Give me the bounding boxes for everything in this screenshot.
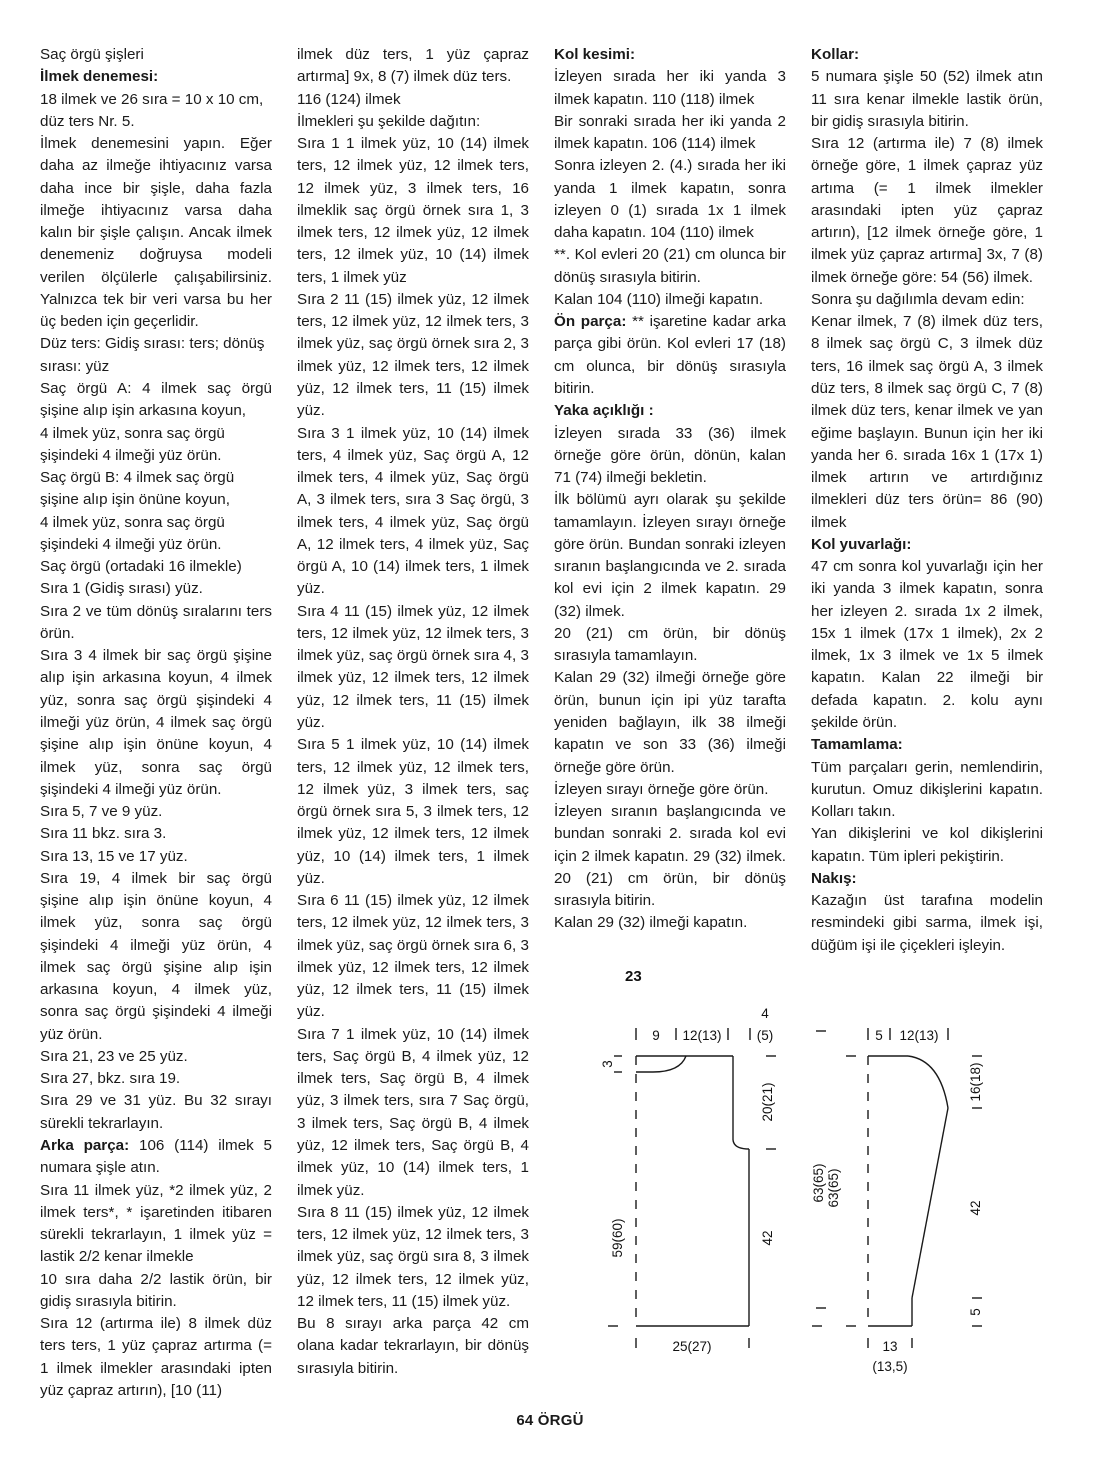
sleeve-right-label-1: 16(18) <box>968 1062 983 1102</box>
section-heading: Yaka açıklığı : <box>554 402 654 420</box>
paragraph: İlk bölümü ayrı olarak şu şekilde tamamlayın. İzleyen sırayı örneğe göre örün. Bundan sonraki izleyen sıranın başlangıcında ve 2. sırada kol evi için 2 ilmek kapatın. 29 (32) ilmek. <box>554 491 786 620</box>
paragraph: Sıra 27, bkz. sıra 19. <box>40 1070 181 1088</box>
paragraph: 18 ilmek ve 26 sıra = 10 x 10 cm, düz ters Nr. 5. <box>40 90 264 130</box>
paragraph: Kalan 29 (32) ilmeği kapatın. <box>554 914 748 932</box>
paragraph: Sıra 8 11 (15) ilmek yüz, 12 ilmek ters, 12 ilmek yüz, 12 ilmek ters, 3 ilmek yüz, saç örgü sıra 8, 3 ilmek yüz, 12 ilmek ters, 12 ilmek yüz, 12 ilmek ters, 11 (15) ilmek yüz. <box>297 1203 529 1310</box>
paragraph: Kazağın üst tarafına modelin resmindeki gibi sarma, ilmek işi, düğüm işi ile çiçekleri işleyin. <box>811 892 1043 954</box>
sleeve-top-label-2: 12(13) <box>899 1028 939 1043</box>
paragraph: Sonra şu dağılımla devam edin: <box>811 290 1025 308</box>
paragraph: Saç örgü (ortadaki 16 ilmekle) <box>40 558 242 576</box>
section-heading: İlmek denemesi: <box>40 68 159 86</box>
paragraph: Sıra 12 (artırma ile) 7 (8) ilmek örneğe göre, 1 ilmek çapraz yüz artıma (= 1 ilmek ilmekler arasındaki ipten yüz çapraz artırın), [12 ilmek örneğe göre, 1 ilmek yüz çapraz artırma] 3x, 7 (8) ilmek örneğe göre: 54 (56) ilmek. <box>811 135 1043 286</box>
paragraph: Sıra 1 1 ilmek yüz, 10 (14) ilmek ters, 12 ilmek yüz, 12 ilmek ters, 12 ilmek yüz, 3 ilmek ters, 16 ilmeklik saç örgü örnek sıra 1, 3 ilmek ters, 12 ilmek yüz, 12 ilmek ters, 12 ilmek yüz, 10 (14) ilmek ters, 1 ilmek yüz <box>297 135 529 286</box>
body-height-label: 59(60) <box>610 1218 625 1258</box>
paragraph: İlmekleri şu şekilde dağıtın: <box>297 112 481 130</box>
paragraph: 5 numara şişle 50 (52) ilmek atın 11 sıra kenar ilmekle lastik örün, bir gidiş sırasıyla bitirin. <box>811 68 1043 130</box>
section-heading: Tamamlama: <box>811 736 903 754</box>
paragraph: ilmek düz ters, 1 yüz çapraz artırma] 9x, 8 (7) ilmek düz ters. <box>297 46 529 86</box>
sleeve-bottom-label-2: (13,5) <box>872 1359 908 1374</box>
paragraph: Saç örgü şişleri <box>40 46 144 63</box>
paragraph: Kenar ilmek, 7 (8) ilmek düz ters, 8 ilmek saç örgü C, 3 ilmek düz ters, 16 ilmek saç örgü A, 3 ilmek düz ters, 8 ilmek saç örgü C, 7 (8) ilmek düz ters, kenar ilmek ve yan eğime başlayın. Bunun için her iki yanda her 6. sırada 16x 1 (17x 1) ilmek artırın ve artırdığınız ilmekleri düz ters örün= 86 (90) ilmek <box>811 313 1043 531</box>
body-right-label-2: 42 <box>760 1230 775 1246</box>
paragraph: Kalan 29 (32) ilmeği örneğe göre örün, bunun için ipi yüz tarafta yeniden bağlayın, ilk 38 ilmeği kapatın ve son 33 (36) ilmeği örneğe göre örün. <box>554 669 786 776</box>
paragraph: Sıra 1 (Gidiş sırası) yüz. <box>40 580 203 598</box>
paragraph: Sıra 3 4 ilmek bir saç örgü şişine alıp işin arkasına koyun, 4 ilmek yüz, sonra saç örgü şişindeki 4 ilmeği yüz örün, 4 ilmek saç örgü şişine alıp işin önüne koyun, 4 ilmek yüz, sonra saç örgü şişindeki 4 ilmeği yüz örün. <box>40 647 272 798</box>
paragraph: Sıra 11 bkz. sıra 3. <box>40 825 167 843</box>
paragraph: Sıra 11 ilmek yüz, *2 ilmek yüz, 2 ilmek ters*, * işaretinden itibaren sürekli tekrarlayın, 1 ilmek yüz = lastik 2/2 kenar ilmekle <box>40 1181 272 1266</box>
schematic-diagrams <box>600 968 1070 1388</box>
body-top-extra-label: 4 <box>761 1006 769 1021</box>
body-left-label: 3 <box>600 1060 615 1068</box>
paragraph: 20 (21) cm örün, bir dönüş sırasıyla tamamlayın. <box>554 624 786 665</box>
column-3 <box>554 44 786 935</box>
paragraph-body: ** işaretine kadar arka parça gibi örün. Kol evleri 17 (18) cm olunca, bir dönüş sırasıyla bitirin. <box>554 313 786 397</box>
paragraph: Sıra 13, 15 ve 17 yüz. <box>40 847 188 865</box>
column-4 <box>811 44 1043 957</box>
column-2 <box>297 44 529 1380</box>
paragraph: 4 ilmek yüz, sonra saç örgü şişindeki 4 ilmeği yüz örün. <box>40 513 225 553</box>
paragraph: İzleyen sırada her iki yanda 3 ilmek kapatın. 110 (118) ilmek <box>554 68 786 108</box>
paragraph: Saç örgü B: 4 ilmek saç örgü şişine alıp işin önüne koyun, <box>40 469 235 509</box>
figure-number: 23 <box>625 968 642 985</box>
paragraph: Sıra 6 11 (15) ilmek yüz, 12 ilmek ters, 12 ilmek yüz, 12 ilmek ters, 3 ilmek yüz, saç örgü örnek sıra 6, 3 ilmek yüz, 12 ilmek ters, 12 ilmek yüz, 12 ilmek ters, 11 (15) ilmek yüz. <box>297 892 529 1021</box>
paragraph-with-lead <box>40 1135 272 1180</box>
sleeve-right-label-2: 42 <box>968 1200 983 1216</box>
paragraph: Yan dikişlerini ve kol dikişlerini kapatın. Tüm ipleri pekiştirin. <box>811 825 1043 865</box>
paragraph: Sıra 29 ve 31 yüz. Bu 32 sırayı sürekli tekrarlayın. <box>40 1092 272 1132</box>
paragraph: İzleyen sırada 33 (36) ilmek örneğe göre örün, dönün, kalan 71 (74) ilmeği bekletin. <box>554 424 786 487</box>
paragraph: Sıra 5, 7 ve 9 yüz. <box>40 803 163 821</box>
overall-height-label: 63(65) <box>811 1163 826 1203</box>
paragraph: İzleyen sırayı örneğe göre örün. <box>554 780 769 798</box>
sleeve-bottom-label: 13 <box>882 1339 898 1354</box>
paragraph: 47 cm sonra kol yuvarlağı için her iki yanda 3 ilmek kapatın, sonra her izleyen 2. sırada 1x 2 ilmek, 15x 1 ilmek (17x 1 ilmek), 2x 2 ilmek, 1x 3 ilmek ve 1x 5 ilmek kapatın. Kalan 22 ilmeği bir defada kapatın. 2. kolu aynı şekilde örün. <box>811 558 1043 731</box>
paragraph: **. Kol evleri 20 (21) cm olunca bir dönüş sırasıyla bitirin. <box>554 246 786 286</box>
paragraph: 4 ilmek yüz, sonra saç örgü şişindeki 4 ilmeği yüz örün. <box>40 424 225 464</box>
paragraph: 116 (124) ilmek <box>297 90 401 108</box>
paragraph: Bu 8 sırayı arka parça 42 cm olana kadar tekrarlayın, bir dönüş sırasıyla bitirin. <box>297 1315 529 1377</box>
lead-in-heading: Ön parça: <box>554 313 627 331</box>
sleeve-right-label-3: 5 <box>968 1308 983 1316</box>
paragraph: Kalan 104 (110) ilmeği kapatın. <box>554 290 764 308</box>
paragraph: Bir sonraki sırada her iki yanda 2 ilmek kapatın. 106 (114) ilmek <box>554 112 786 153</box>
section-heading: Nakış: <box>811 869 857 887</box>
paragraph: Tüm parçaları gerin, nemlendirin, kurutun. Omuz dikişlerini kapatın. Kolları takın. <box>811 758 1043 821</box>
paragraph: Sıra 3 1 ilmek yüz, 10 (14) ilmek ters, 4 ilmek yüz, Saç örgü A, 12 ilmek ters, 4 ilmek yüz, Saç örgü A, 3 ilmek ters, sıra 3 Saç örgü, 3 ilmek ters, 4 ilmek yüz, Saç örgü A, 12 ilmek ters, 4 ilmek yüz, Saç örgü A, 10 (14) ilmek ters, 1 ilmek yüz. <box>297 424 529 598</box>
paragraph: Saç örgü A: 4 ilmek saç örgü şişine alıp işin arkasına koyun, <box>40 379 272 420</box>
paragraph: İzleyen sıranın başlangıcında ve bundan sonraki 2. sırada kol evi için 2 ilmek kapatın. 29 (32) ilmek. 20 (21) cm örün, bir dönüş sırasıyla bitirin. <box>554 803 786 910</box>
paragraph: Düz ters: Gidiş sırası: ters; dönüş sırası: yüz <box>40 335 265 375</box>
body-right-label-1: 20(21) <box>760 1082 775 1122</box>
schematic-svg <box>600 968 1070 1388</box>
column-1 <box>40 44 272 1402</box>
section-heading: Kollar: <box>811 46 860 63</box>
body-bottom-label: 25(27) <box>672 1339 712 1354</box>
paragraph: Sıra 2 ve tüm dönüş sıralarını ters örün. <box>40 602 272 642</box>
body-top-label-3: (5) <box>756 1028 774 1043</box>
section-heading: Kol kesimi: <box>554 46 636 63</box>
paragraph: İlmek denemesini yapın. Eğer daha az ilmeğe ihtiyacınız varsa daha ince bir şişle, daha fazla ilmeğe ihtiyacınız varsa daha kalın bir şişle çalışın. Ancak ilmek denemeniz doğruysa modeli verilen ölçülerle çalışabilirsiniz. Yalnızca tek bir veri varsa bu her üç beden için geçerlidir. <box>40 135 272 331</box>
paragraph: 10 sıra daha 2/2 lastik örün, bir gidiş sırasıyla bitirin. <box>40 1270 272 1310</box>
paragraph: Sıra 2 11 (15) ilmek yüz, 12 ilmek ters, 12 ilmek yüz, 12 ilmek ters, 3 ilmek yüz, saç örgü örnek sıra 2, 3 ilmek yüz, 12 ilmek ters, 12 ilmek yüz, 12 ilmek ters, 11 (15) ilmek yüz. <box>297 290 529 420</box>
section-heading: Kol yuvarlağı: <box>811 535 912 553</box>
page-footer: 64 ÖRGÜ <box>516 1412 584 1429</box>
lead-in-heading: Arka parça: <box>40 1137 130 1155</box>
paragraph: Sıra 19, 4 ilmek bir saç örgü şişine alıp işin önüne koyun, 4 ilmek yüz, sonra saç örgü şişindeki 4 ilmeği yüz örün, 4 ilmek saç örgü şişine alıp işin arkasına koyun, 4 ilmek yüz, sonra saç örgü şişindeki 4 ilmeği yüz örün. <box>40 869 272 1043</box>
sleeve-top-label-1: 5 <box>875 1028 883 1043</box>
sleeve-overall-height-label: 63(65) <box>826 1168 841 1208</box>
paragraph: Sıra 7 1 ilmek yüz, 10 (14) ilmek ters, Saç örgü B, 4 ilmek yüz, 12 ilmek ters, Saç örgü B, 4 ilmek yüz, 3 ilmek ters, sıra 7 Saç örgü, 3 ilmek ters, Saç örgü B, 4 ilmek yüz, 12 ilmek ters, Saç örgü B, 4 ilmek yüz, 10 (14) ilmek ters, 1 ilmek yüz. <box>297 1025 529 1199</box>
paragraph: Sıra 21, 23 ve 25 yüz. <box>40 1047 188 1065</box>
paragraph-body: 106 (114) ilmek 5 numara şişle atın. <box>40 1137 273 1177</box>
body-top-label-2: 12(13) <box>682 1028 722 1043</box>
paragraph: Sıra 12 (artırma ile) 8 ilmek düz ters ters, 1 yüz çapraz artırma (= 1 ilmek ilmekler arasındaki ipten yüz çapraz artırın), [10 (11) <box>40 1315 272 1399</box>
paragraph: Sıra 4 11 (15) ilmek yüz, 12 ilmek ters, 12 ilmek yüz, 12 ilmek ters, 3 ilmek yüz, saç örgü örnek sıra 4, 3 ilmek yüz, 12 ilmek ters, 12 ilmek yüz, 12 ilmek ters, 11 (15) ilmek yüz. <box>297 602 529 731</box>
body-top-label-1: 9 <box>652 1028 660 1043</box>
paragraph: Sıra 5 1 ilmek yüz, 10 (14) ilmek ters, 12 ilmek yüz, 12 ilmek ters, 12 ilmek yüz, 3 ilmek ters, saç örgü örnek sıra 5, 3 ilmek ters, 12 ilmek yüz, 12 ilmek ters, 12 ilmek yüz, 10 (14) ilmek ters, 1 ilmek yüz. <box>297 736 529 887</box>
paragraph-with-lead <box>554 311 786 400</box>
paragraph: Sonra izleyen 2. (4.) sırada her iki yanda 1 ilmek kapatın, sonra izleyen 0 (1) sırada 1x 1 ilmek daha kapatın. 104 (110) ilmek <box>554 157 786 242</box>
